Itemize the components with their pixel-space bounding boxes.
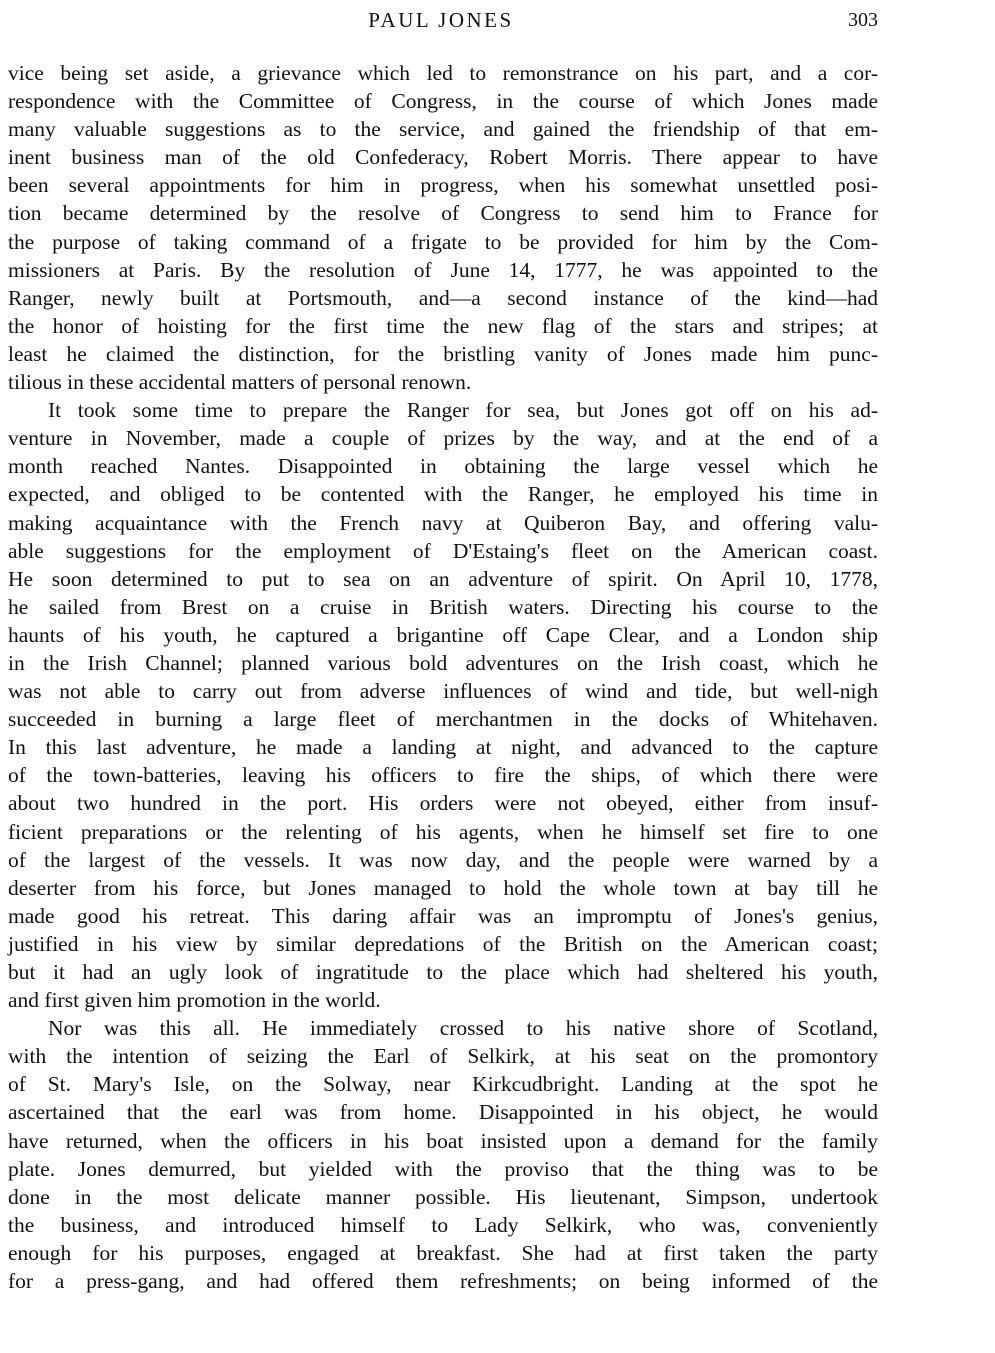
text-line: the business, and introduced himself to Lady Selkirk, who was, conveniently xyxy=(8,1212,878,1237)
text-line: expected, and obliged to be contented with the Ranger, he employed his time in xyxy=(8,482,878,507)
text-line: of St. Mary's Isle, on the Solway, near Kirkcudbright. Landing at the spot he xyxy=(8,1072,878,1097)
text-line: tilious in these accidental matters of personal renown. xyxy=(8,370,472,395)
text-line: least he claimed the distinction, for the bristling vanity of Jones made him punc- xyxy=(8,341,878,366)
text-line: of the town-batteries, leaving his officers to fire the ships, of which there were xyxy=(8,763,878,788)
text-line: and first given him promotion in the world. xyxy=(8,988,381,1013)
text-line: inent business man of the old Confederacy, Robert Morris. There appear to have xyxy=(8,145,878,170)
text-line: ficient preparations or the relenting of his agents, when he himself set fire to one xyxy=(8,819,878,844)
text-line: Nor was this all. He immediately crossed to his native shore of Scotland, xyxy=(48,1016,878,1041)
text-line: of the largest of the vessels. It was now day, and the people were warned by a xyxy=(8,847,878,872)
text-line: enough for his purposes, engaged at breakfast. She had at first taken the party xyxy=(8,1240,878,1265)
text-line: able suggestions for the employment of D'Estaing's fleet on the American coast. xyxy=(8,538,878,563)
text-line: made good his retreat. This daring affair was an impromptu of Jones's genius, xyxy=(8,903,878,928)
text-line: respondence with the Committee of Congress, in the course of which Jones made xyxy=(8,89,878,114)
text-line: tion became determined by the resolve of Congress to send him to France for xyxy=(8,201,878,226)
text-line: have returned, when the officers in his boat insisted upon a demand for the family xyxy=(8,1128,878,1153)
text-line: was not able to carry out from adverse influences of wind and tide, but well-nigh xyxy=(8,679,878,704)
text-line: succeeded in burning a large fleet of merchantmen in the docks of Whitehaven. xyxy=(8,707,878,732)
body-text xyxy=(8,59,878,1295)
text-line: justified in his view by similar depredations of the British on the American coast; xyxy=(8,931,878,956)
text-line: he sailed from Brest on a cruise in British waters. Directing his course to the xyxy=(8,594,878,619)
text-line: haunts of his youth, he captured a brigantine off Cape Clear, and a London ship xyxy=(8,622,878,647)
paragraph xyxy=(8,396,878,1014)
text-line: In this last adventure, he made a landing at night, and advanced to the capture xyxy=(8,735,878,760)
paragraph xyxy=(8,1014,878,1295)
paragraph xyxy=(8,59,878,396)
running-head xyxy=(0,8,995,38)
running-title: PAUL JONES xyxy=(368,8,514,32)
text-line: about two hundred in the port. His orders were not obeyed, either from insuf- xyxy=(8,791,878,816)
text-line: venture in November, made a couple of prizes by the way, and at the end of a xyxy=(8,426,878,451)
text-line: with the intention of seizing the Earl of Selkirk, at his seat on the promontory xyxy=(8,1044,878,1069)
text-line: He soon determined to put to sea on an adventure of spirit. On April 10, 1778, xyxy=(8,566,878,591)
text-line: the purpose of taking command of a frigate to be provided for him by the Com- xyxy=(8,229,878,254)
text-line: making acquaintance with the French navy at Quiberon Bay, and offering valu- xyxy=(8,510,878,535)
text-line: deserter from his force, but Jones managed to hold the whole town at bay till he xyxy=(8,875,878,900)
text-line: many valuable suggestions as to the service, and gained the friendship of that em- xyxy=(8,117,878,142)
text-line: for a press-gang, and had offered them refreshments; on being informed of the xyxy=(8,1269,878,1294)
text-line: been several appointments for him in progress, when his somewhat unsettled posi- xyxy=(8,173,878,198)
text-line: plate. Jones demurred, but yielded with the proviso that the thing was to be xyxy=(8,1156,878,1181)
text-line: done in the most delicate manner possible. His lieutenant, Simpson, undertook xyxy=(8,1184,878,1209)
text-line: missioners at Paris. By the resolution of June 14, 1777, he was appointed to the xyxy=(8,257,878,282)
text-line: in the Irish Channel; planned various bold adventures on the Irish coast, which he xyxy=(8,650,878,675)
text-line: Ranger, newly built at Portsmouth, and—a second instance of the kind—had xyxy=(8,285,878,310)
text-line: vice being set aside, a grievance which led to remonstrance on his part, and a cor- xyxy=(8,61,878,85)
page-number: 303 xyxy=(848,9,878,31)
text-line: ascertained that the earl was from home. Disappointed in his object, he would xyxy=(8,1100,878,1125)
text-line: the honor of hoisting for the first time the new flag of the stars and stripes; at xyxy=(8,313,878,338)
text-line: but it had an ugly look of ingratitude to the place which had sheltered his youth, xyxy=(8,960,878,984)
text-line: It took some time to prepare the Ranger for sea, but Jones got off on his ad- xyxy=(48,398,878,423)
text-line: month reached Nantes. Disappointed in obtaining the large vessel which he xyxy=(8,454,878,479)
